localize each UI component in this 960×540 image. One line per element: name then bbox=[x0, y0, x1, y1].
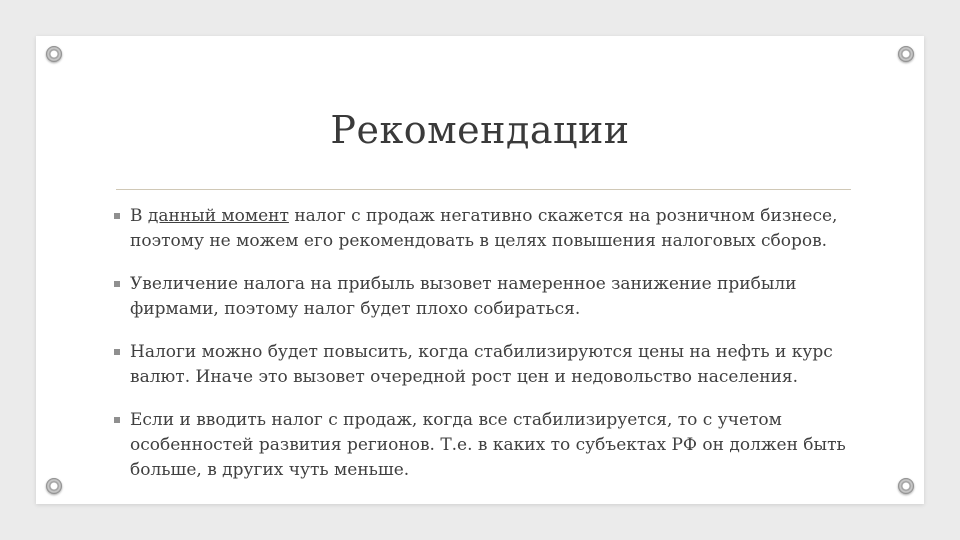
bullet-square-icon bbox=[114, 213, 120, 219]
bullet-item bbox=[114, 340, 854, 390]
bullet-text: Налоги можно будет повысить, когда стабилизируются цены на нефть и курс валют. Иначе это вызовет очередной рост цен и недовольство населения. bbox=[130, 342, 833, 387]
slide-title: Рекомендации bbox=[330, 108, 630, 152]
bullet-item bbox=[114, 272, 854, 322]
bullet-square-icon bbox=[114, 349, 120, 355]
bullet-square-icon bbox=[114, 281, 120, 287]
bullet-text: налог с продаж негативно скажется на розничном бизнесе, поэтому не можем его рекомендовать в целях повышения налоговых сборов. bbox=[130, 206, 838, 251]
pushpin-icon bbox=[46, 46, 62, 62]
slide-card bbox=[36, 36, 924, 504]
bullet-list bbox=[114, 204, 854, 501]
bullet-text: Увеличение налога на прибыль вызовет намеренное занижение прибыли фирмами, поэтому налог будет плохо собираться. bbox=[130, 274, 797, 319]
pushpin-icon bbox=[898, 478, 914, 494]
title-divider bbox=[116, 189, 851, 190]
pushpin-icon bbox=[898, 46, 914, 62]
bullet-text: Если и вводить налог с продаж, когда все стабилизируется, то с учетом особенностей развития регионов. Т.е. в каких то субъектах РФ он должен быть больше, в других чуть меньше. bbox=[130, 410, 846, 480]
bullet-item bbox=[114, 408, 854, 483]
bullet-text-pre: В bbox=[130, 206, 148, 226]
pushpin-icon bbox=[46, 478, 62, 494]
bullet-item bbox=[114, 204, 854, 254]
bullet-text-underlined: данный момент bbox=[147, 206, 289, 226]
bullet-square-icon bbox=[114, 417, 120, 423]
